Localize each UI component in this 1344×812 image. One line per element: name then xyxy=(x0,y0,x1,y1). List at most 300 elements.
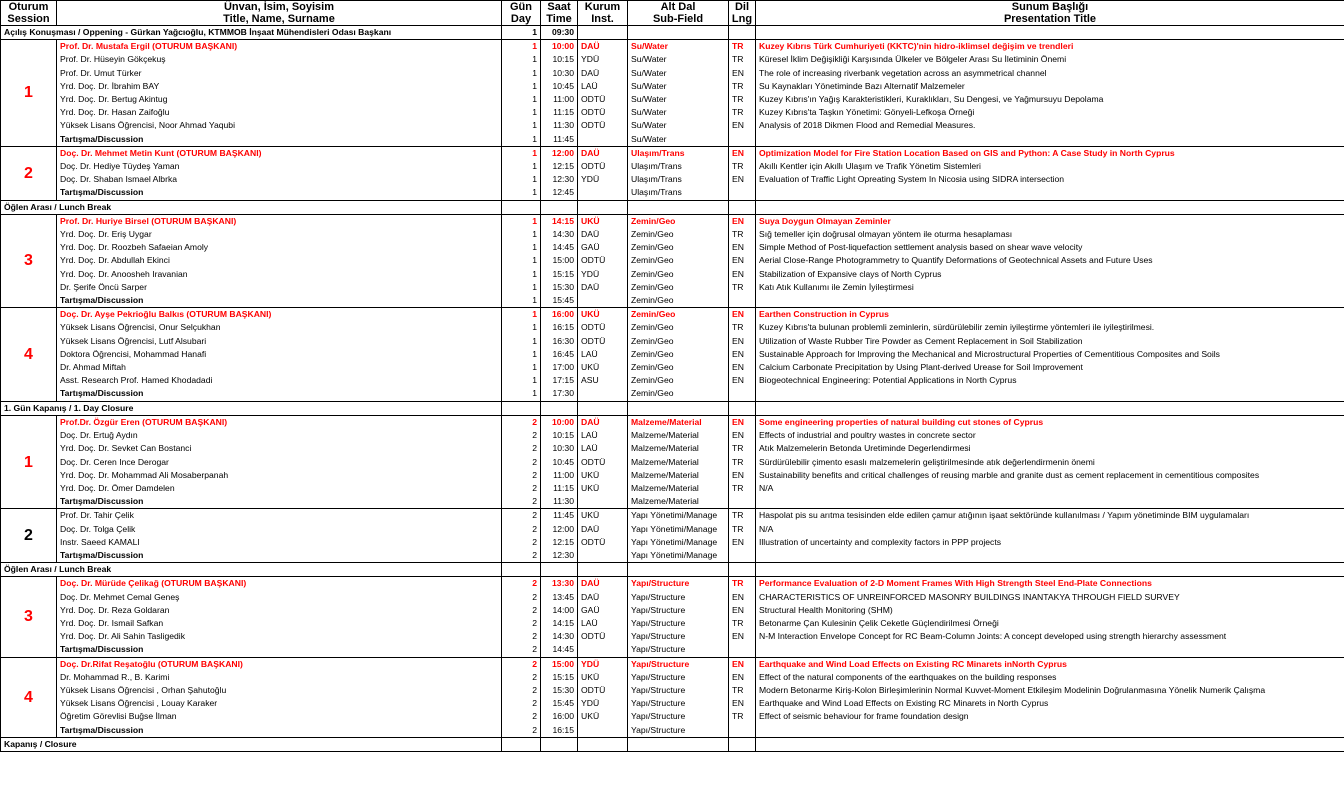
time-cell: 14:00 xyxy=(541,604,578,617)
lang-cell: EN xyxy=(729,536,756,549)
name-cell: Doç. Dr. Mürüde Çelikağ (OTURUM BAŞKANI) xyxy=(57,577,502,591)
day-cell: 1 xyxy=(502,268,541,281)
name-cell: Doç. Dr. Shaban Ismael Albrka xyxy=(57,173,502,186)
lang-cell: TR xyxy=(729,442,756,455)
day-cell: 1 xyxy=(502,119,541,132)
section-banner-row xyxy=(1,26,1344,40)
time-cell: 13:30 xyxy=(541,577,578,591)
inst-cell xyxy=(578,133,628,147)
time-cell: 15:15 xyxy=(541,268,578,281)
lang-cell: TR xyxy=(729,577,756,591)
table-row xyxy=(1,335,1344,348)
field-cell: Ulaşım/Trans xyxy=(628,173,729,186)
inst-cell: ODTÜ xyxy=(578,254,628,267)
table-row xyxy=(1,146,1344,160)
inst-cell: LAÜ xyxy=(578,442,628,455)
table-row xyxy=(1,710,1344,723)
lang-cell: EN xyxy=(729,415,756,429)
time-cell: 12:15 xyxy=(541,160,578,173)
lang-cell: EN xyxy=(729,697,756,710)
table-row xyxy=(1,321,1344,334)
name-cell: Tartışma/Discussion xyxy=(57,387,502,401)
inst-cell: DAÜ xyxy=(578,591,628,604)
time-cell: 15:45 xyxy=(541,294,578,308)
field-cell: Yapı/Structure xyxy=(628,697,729,710)
title-cell: Some engineering properties of natural building cut stones of Cyprus xyxy=(756,415,1344,429)
lang-cell: TR xyxy=(729,40,756,54)
inst-cell: UKÜ xyxy=(578,469,628,482)
name-cell: Yüksek Lisans Öğrencisi, Onur Selçukhan xyxy=(57,321,502,334)
day-cell: 1 xyxy=(502,308,541,322)
table-row xyxy=(1,509,1344,523)
header-session: Oturum xyxy=(1,1,57,14)
time-cell: 15:30 xyxy=(541,281,578,294)
field-cell: Zemin/Geo xyxy=(628,254,729,267)
field-cell xyxy=(628,401,729,415)
time-cell: 10:45 xyxy=(541,80,578,93)
day-cell: 2 xyxy=(502,442,541,455)
name-cell: Prof. Dr. Mustafa Ergil (OTURUM BAŞKANI) xyxy=(57,40,502,54)
day-cell: 2 xyxy=(502,630,541,643)
name-cell: Yrd. Doç. Dr. Roozbeh Safaeian Amoly xyxy=(57,241,502,254)
field-cell: Malzeme/Material xyxy=(628,415,729,429)
name-cell: Tartışma/Discussion xyxy=(57,495,502,509)
table-row xyxy=(1,577,1344,591)
session-number: 2 xyxy=(1,509,57,563)
inst-cell: UKÜ xyxy=(578,308,628,322)
field-cell: Su/Water xyxy=(628,67,729,80)
discussion-row xyxy=(1,294,1344,308)
inst-cell: LAÜ xyxy=(578,348,628,361)
title-cell: Sığ temeller için doğrusal olmayan yöntem ile oturma hesaplaması xyxy=(756,228,1344,241)
title-cell: Kuzey Kıbrıs Türk Cumhuriyeti (KKTC)'nin hidro-iklimsel değişim ve trendleri xyxy=(756,40,1344,54)
table-row xyxy=(1,67,1344,80)
name-cell: Yüksek Lisans Öğrencisi, Noor Ahmad Yaqubi xyxy=(57,119,502,132)
title-cell: Effects of industrial and poultry wastes in concrete sector xyxy=(756,429,1344,442)
inst-cell xyxy=(578,724,628,738)
inst-cell xyxy=(578,643,628,657)
header-day-en: Day xyxy=(502,13,541,26)
title-cell xyxy=(756,133,1344,147)
field-cell: Yapı/Structure xyxy=(628,671,729,684)
field-cell xyxy=(628,737,729,751)
header-lang-en: Lng xyxy=(729,13,756,26)
inst-cell xyxy=(578,26,628,40)
field-cell: Zemin/Geo xyxy=(628,387,729,401)
lang-cell: EN xyxy=(729,214,756,228)
field-cell: Ulaşım/Trans xyxy=(628,186,729,200)
time-cell: 14:15 xyxy=(541,214,578,228)
session-number: 4 xyxy=(1,308,57,401)
day-cell: 2 xyxy=(502,456,541,469)
lang-cell: EN xyxy=(729,335,756,348)
lang-cell xyxy=(729,200,756,214)
name-cell: Dr. Mohammad R., B. Karimi xyxy=(57,671,502,684)
time-cell: 17:30 xyxy=(541,387,578,401)
field-cell xyxy=(628,26,729,40)
name-cell: Yrd. Doç. Dr. İbrahim BAY xyxy=(57,80,502,93)
name-cell: Doç. Dr. Mehmet Metin Kunt (OTURUM BAŞKANI) xyxy=(57,146,502,160)
day-cell: 2 xyxy=(502,536,541,549)
day-cell: 1 xyxy=(502,67,541,80)
table-row xyxy=(1,591,1344,604)
time-cell: 12:00 xyxy=(541,146,578,160)
lang-cell: EN xyxy=(729,591,756,604)
lang-cell: TR xyxy=(729,93,756,106)
field-cell: Zemin/Geo xyxy=(628,268,729,281)
inst-cell: DAÜ xyxy=(578,146,628,160)
lang-cell xyxy=(729,495,756,509)
name-cell: Tartışma/Discussion xyxy=(57,186,502,200)
title-cell: Optimization Model for Fire Station Location Based on GIS and Python: A Case Study in North Cyprus xyxy=(756,146,1344,160)
field-cell xyxy=(628,563,729,577)
day-cell: 1 xyxy=(502,133,541,147)
inst-cell: DAÜ xyxy=(578,415,628,429)
table-row xyxy=(1,53,1344,66)
name-cell: Tartışma/Discussion xyxy=(57,133,502,147)
field-cell: Yapı/Structure xyxy=(628,657,729,671)
name-cell: Doç. Dr. Ceren Ince Derogar xyxy=(57,456,502,469)
title-cell: Haspolat pis su arıtma tesisinden elde edilen çamur atığının işaat sektöründe kullanılması / Yapım yönetiminde BIM uygulamaları xyxy=(756,509,1344,523)
table-row xyxy=(1,93,1344,106)
title-cell: Kuzey Kıbrıs'ın Yağış Karakteristikleri, Kuraklıkları, Su Dengesi, ve Yağmursuyu Depolama xyxy=(756,93,1344,106)
inst-cell: LAÜ xyxy=(578,80,628,93)
day-cell xyxy=(502,200,541,214)
inst-cell: LAÜ xyxy=(578,429,628,442)
day-cell: 2 xyxy=(502,710,541,723)
name-cell: Asst. Research Prof. Hamed Khodadadi xyxy=(57,374,502,387)
table-row xyxy=(1,429,1344,442)
table-row xyxy=(1,415,1344,429)
name-cell: Instr. Saeed KAMALI xyxy=(57,536,502,549)
day-cell: 1 xyxy=(502,294,541,308)
time-cell: 15:45 xyxy=(541,697,578,710)
time-cell: 11:00 xyxy=(541,469,578,482)
table-row xyxy=(1,80,1344,93)
time-cell: 16:30 xyxy=(541,335,578,348)
lang-cell: EN xyxy=(729,254,756,267)
inst-cell: DAÜ xyxy=(578,281,628,294)
field-cell: Zemin/Geo xyxy=(628,361,729,374)
table-row xyxy=(1,671,1344,684)
inst-cell xyxy=(578,563,628,577)
inst-cell: ODTÜ xyxy=(578,106,628,119)
lang-cell: EN xyxy=(729,67,756,80)
time-cell: 16:00 xyxy=(541,710,578,723)
time-cell: 17:00 xyxy=(541,361,578,374)
title-cell xyxy=(756,200,1344,214)
lang-cell xyxy=(729,133,756,147)
field-cell: Malzeme/Material xyxy=(628,482,729,495)
title-cell: Stabilization of Expansive clays of North Cyprus xyxy=(756,268,1344,281)
time-cell: 10:15 xyxy=(541,53,578,66)
banner-text: Öğlen Arası / Lunch Break xyxy=(1,563,502,577)
inst-cell xyxy=(578,549,628,563)
lang-cell xyxy=(729,401,756,415)
lang-cell xyxy=(729,186,756,200)
session-number: 3 xyxy=(1,577,57,657)
time-cell: 11:15 xyxy=(541,482,578,495)
title-cell: Simple Method of Post-liquefaction settlement analysis based on shear wave velocity xyxy=(756,241,1344,254)
name-cell: Doç. Dr. Mehmet Cemal Geneş xyxy=(57,591,502,604)
title-cell: Effect of the natural components of the earthquakes on the building responses xyxy=(756,671,1344,684)
header-field: Alt Dal xyxy=(628,1,729,14)
time-cell: 11:15 xyxy=(541,106,578,119)
field-cell: Ulaşım/Trans xyxy=(628,146,729,160)
title-cell xyxy=(756,387,1344,401)
time-cell xyxy=(541,563,578,577)
day-cell: 1 xyxy=(502,214,541,228)
field-cell: Yapı Yönetimi/Manage xyxy=(628,509,729,523)
field-cell: Su/Water xyxy=(628,93,729,106)
day-cell: 2 xyxy=(502,509,541,523)
time-cell: 12:30 xyxy=(541,549,578,563)
title-cell: Su Kaynakları Yönetiminde Bazı Alternatif Malzemeler xyxy=(756,80,1344,93)
header-time-en: Time xyxy=(541,13,578,26)
name-cell: Prof. Dr. Huriye Birsel (OTURUM BAŞKANI) xyxy=(57,214,502,228)
title-cell xyxy=(756,495,1344,509)
day-cell: 2 xyxy=(502,415,541,429)
lang-cell: TR xyxy=(729,710,756,723)
name-cell: Doktora Öğrencisi, Mohammad Hanafi xyxy=(57,348,502,361)
field-cell: Yapı/Structure xyxy=(628,724,729,738)
title-cell: Modern Betonarme Kiriş-Kolon Birleşimlerinin Normal Kuvvet-Moment Etkileşim Modelinin Doğrulanmasına Yönelik Numerik Çalışma xyxy=(756,684,1344,697)
time-cell: 12:00 xyxy=(541,523,578,536)
lang-cell xyxy=(729,387,756,401)
field-cell: Zemin/Geo xyxy=(628,348,729,361)
lang-cell: TR xyxy=(729,509,756,523)
schedule-body xyxy=(1,26,1344,752)
lang-cell: TR xyxy=(729,456,756,469)
field-cell: Zemin/Geo xyxy=(628,241,729,254)
header-inst-en: Inst. xyxy=(578,13,628,26)
header-name: Ünvan, İsim, Soyisim xyxy=(57,1,502,14)
day-cell: 1 xyxy=(502,26,541,40)
title-cell: Calcium Carbonate Precipitation by Using Plant-derived Urease for Soil Improvement xyxy=(756,361,1344,374)
name-cell: Tartışma/Discussion xyxy=(57,549,502,563)
time-cell: 15:30 xyxy=(541,684,578,697)
day-cell: 2 xyxy=(502,724,541,738)
name-cell: Prof. Dr. Umut Türker xyxy=(57,67,502,80)
day-cell: 1 xyxy=(502,281,541,294)
name-cell: Prof. Dr. Hüseyin Gökçekuş xyxy=(57,53,502,66)
title-cell: Earthquake and Wind Load Effects on Existing RC Minarets inNorth Cyprus xyxy=(756,657,1344,671)
table-row xyxy=(1,456,1344,469)
inst-cell: ODTÜ xyxy=(578,456,628,469)
header-field-en: Sub-Field xyxy=(628,13,729,26)
inst-cell: UKÜ xyxy=(578,214,628,228)
banner-text: Kapanış / Closure xyxy=(1,737,502,751)
lang-cell: EN xyxy=(729,374,756,387)
title-cell: Earthquake and Wind Load Effects on Existing RC Minarets in North Cyprus xyxy=(756,697,1344,710)
table-row xyxy=(1,374,1344,387)
time-cell xyxy=(541,737,578,751)
title-cell: Katı Atık Kullanımı ile Zemin İyileştirmesi xyxy=(756,281,1344,294)
title-cell xyxy=(756,643,1344,657)
day-cell: 2 xyxy=(502,549,541,563)
day-cell: 2 xyxy=(502,684,541,697)
lang-cell: EN xyxy=(729,361,756,374)
field-cell: Yapı/Structure xyxy=(628,604,729,617)
inst-cell: DAÜ xyxy=(578,577,628,591)
day-cell: 1 xyxy=(502,173,541,186)
time-cell: 15:00 xyxy=(541,254,578,267)
field-cell: Zemin/Geo xyxy=(628,374,729,387)
inst-cell: ODTÜ xyxy=(578,335,628,348)
inst-cell xyxy=(578,186,628,200)
day-cell: 1 xyxy=(502,254,541,267)
lang-cell: TR xyxy=(729,106,756,119)
time-cell: 16:15 xyxy=(541,724,578,738)
field-cell: Zemin/Geo xyxy=(628,214,729,228)
table-row xyxy=(1,308,1344,322)
inst-cell xyxy=(578,495,628,509)
inst-cell: UKÜ xyxy=(578,361,628,374)
day-cell: 2 xyxy=(502,523,541,536)
lang-cell: EN xyxy=(729,308,756,322)
title-cell: Sustainable Approach for Improving the Mechanical and Microstructural Properties of Cementitious Composites and Soils xyxy=(756,348,1344,361)
name-cell: Doç. Dr. Hediye Tüydeş Yaman xyxy=(57,160,502,173)
table-row xyxy=(1,241,1344,254)
time-cell: 14:45 xyxy=(541,241,578,254)
field-cell: Su/Water xyxy=(628,133,729,147)
time-cell: 12:45 xyxy=(541,186,578,200)
inst-cell: YDÜ xyxy=(578,697,628,710)
day-cell: 1 xyxy=(502,361,541,374)
table-row xyxy=(1,523,1344,536)
title-cell xyxy=(756,186,1344,200)
title-cell: Kuzey Kıbrıs'ta bulunan problemli zeminlerin, sürdürülebilir zemin iyileştirme yöntemleri ile iyileştirilmesi. xyxy=(756,321,1344,334)
time-cell: 15:15 xyxy=(541,671,578,684)
field-cell: Su/Water xyxy=(628,40,729,54)
lang-cell: TR xyxy=(729,321,756,334)
lang-cell: TR xyxy=(729,53,756,66)
inst-cell: GAÜ xyxy=(578,241,628,254)
lang-cell: EN xyxy=(729,429,756,442)
discussion-row xyxy=(1,724,1344,738)
name-cell: Dr. Şerife Öncü Sarper xyxy=(57,281,502,294)
table-row xyxy=(1,173,1344,186)
day-cell: 1 xyxy=(502,146,541,160)
header-session-en: Session xyxy=(1,13,57,26)
field-cell: Malzeme/Material xyxy=(628,429,729,442)
time-cell: 11:00 xyxy=(541,93,578,106)
field-cell: Malzeme/Material xyxy=(628,442,729,455)
title-cell: N/A xyxy=(756,523,1344,536)
day-cell: 1 xyxy=(502,241,541,254)
name-cell: Prof. Dr. Tahir Çelik xyxy=(57,509,502,523)
inst-cell: UKÜ xyxy=(578,710,628,723)
name-cell: Yrd. Doç. Dr. Sevket Can Bostanci xyxy=(57,442,502,455)
header-title-en: Presentation Title xyxy=(756,13,1344,26)
time-cell: 11:45 xyxy=(541,509,578,523)
session-number: 3 xyxy=(1,214,57,307)
inst-cell: ODTÜ xyxy=(578,93,628,106)
day-cell: 2 xyxy=(502,697,541,710)
inst-cell: ODTÜ xyxy=(578,160,628,173)
time-cell: 10:00 xyxy=(541,40,578,54)
name-cell: Yrd. Doç. Dr. Hasan Zaifoğlu xyxy=(57,106,502,119)
lang-cell xyxy=(729,643,756,657)
time-cell: 12:30 xyxy=(541,173,578,186)
title-cell: Utilization of Waste Rubber Tire Powder as Cement Replacement in Soil Stabilization xyxy=(756,335,1344,348)
field-cell: Malzeme/Material xyxy=(628,495,729,509)
header-title: Sunum Başlığı xyxy=(756,1,1344,14)
title-cell: Aerial Close-Range Photogrammetry to Quantify Deformations of Geotechnical Assets and Future Uses xyxy=(756,254,1344,267)
inst-cell xyxy=(578,200,628,214)
field-cell: Yapı/Structure xyxy=(628,710,729,723)
table-row xyxy=(1,40,1344,54)
lang-cell: TR xyxy=(729,523,756,536)
table-row xyxy=(1,442,1344,455)
field-cell: Malzeme/Material xyxy=(628,469,729,482)
inst-cell: ODTÜ xyxy=(578,536,628,549)
name-cell: Yüksek Lisans Öğrencisi , Orhan Şahutoğlu xyxy=(57,684,502,697)
title-cell: Küresel İklim Değişikliği Karşısında Ülkeler ve Bölgeler Arası Su İletiminin Önemi xyxy=(756,53,1344,66)
day-cell: 2 xyxy=(502,469,541,482)
table-row xyxy=(1,630,1344,643)
session-number: 2 xyxy=(1,146,57,200)
table-row xyxy=(1,604,1344,617)
name-cell: Yrd. Doç. Dr. Reza Goldaran xyxy=(57,604,502,617)
section-banner-row xyxy=(1,737,1344,751)
field-cell: Yapı Yönetimi/Manage xyxy=(628,549,729,563)
inst-cell: GAÜ xyxy=(578,604,628,617)
day-cell: 2 xyxy=(502,495,541,509)
name-cell: Tartışma/Discussion xyxy=(57,724,502,738)
name-cell: Öğretim Görevlisi Buğse İlman xyxy=(57,710,502,723)
name-cell: Yrd. Doç. Dr. Eriş Uygar xyxy=(57,228,502,241)
name-cell: Yrd. Doç. Dr. Ali Sahin Tasligedik xyxy=(57,630,502,643)
day-cell: 1 xyxy=(502,160,541,173)
field-cell: Yapı/Structure xyxy=(628,643,729,657)
session-number: 1 xyxy=(1,40,57,147)
inst-cell: ODTÜ xyxy=(578,119,628,132)
time-cell: 09:30 xyxy=(541,26,578,40)
lang-cell: EN xyxy=(729,604,756,617)
header-name-en: Title, Name, Surname xyxy=(57,13,502,26)
time-cell: 13:45 xyxy=(541,591,578,604)
field-cell: Su/Water xyxy=(628,106,729,119)
inst-cell: UKÜ xyxy=(578,671,628,684)
name-cell: Yrd. Doç. Dr. Anoosheh Iravanian xyxy=(57,268,502,281)
field-cell: Yapı/Structure xyxy=(628,617,729,630)
day-cell: 1 xyxy=(502,106,541,119)
title-cell: Evaluation of Traffic Light Opreating System In Nicosia using SIDRA intersection xyxy=(756,173,1344,186)
day-cell: 2 xyxy=(502,482,541,495)
title-cell: CHARACTERISTICS OF UNREINFORCED MASONRY BUILDINGS INANTAKYA THROUGH FIELD SURVEY xyxy=(756,591,1344,604)
lang-cell: EN xyxy=(729,268,756,281)
title-cell: Structural Health Monitoring (SHM) xyxy=(756,604,1344,617)
field-cell: Zemin/Geo xyxy=(628,321,729,334)
field-cell: Su/Water xyxy=(628,80,729,93)
day-cell: 2 xyxy=(502,643,541,657)
time-cell: 10:00 xyxy=(541,415,578,429)
day-cell: 1 xyxy=(502,348,541,361)
inst-cell: DAÜ xyxy=(578,40,628,54)
lang-cell: EN xyxy=(729,469,756,482)
table-row xyxy=(1,254,1344,267)
time-cell: 16:15 xyxy=(541,321,578,334)
lang-cell: EN xyxy=(729,173,756,186)
time-cell xyxy=(541,200,578,214)
title-cell: Performance Evaluation of 2-D Moment Frames With High Strength Steel End-Plate Connections xyxy=(756,577,1344,591)
table-header xyxy=(1,1,1344,26)
table-row xyxy=(1,361,1344,374)
table-row xyxy=(1,228,1344,241)
day-cell: 1 xyxy=(502,186,541,200)
day-cell: 1 xyxy=(502,53,541,66)
